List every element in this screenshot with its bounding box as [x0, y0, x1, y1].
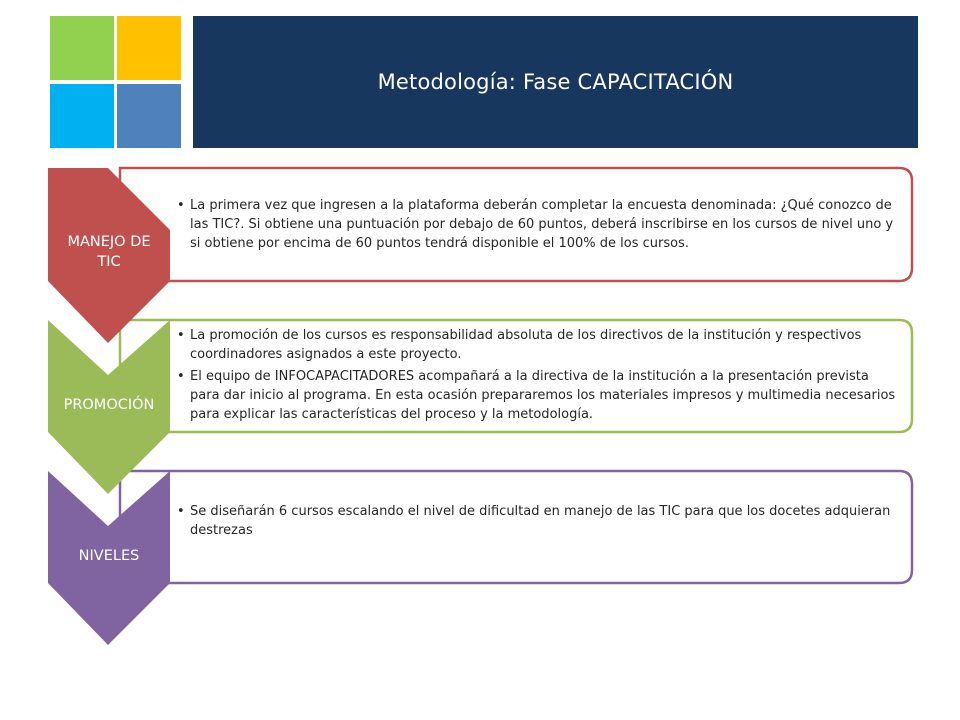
row1-label-line1: MANEJO DE [67, 234, 151, 250]
row3-label-line1: NIVELES [78, 548, 140, 564]
row2-content [175, 324, 900, 428]
row2-bullet-1: • La promoción de los cursos es responsabilidad absoluta de los directivos de la institución y respectivos coordinadores asignados a este proyecto. [175, 326, 900, 364]
row1-label-line2: TIC [97, 254, 121, 270]
row1-content [175, 188, 900, 264]
row3-bullet-1: • Se diseñarán 6 cursos escalando el nivel de dificultad en manejo de las TIC para que los docetes adquieran destrezas [175, 502, 900, 540]
page-title: Metodología: Fase CAPACITACIÓN [377, 70, 734, 94]
row1-bullet-1: • La primera vez que ingresen a la plataforma deberán completar la encuesta denominada: ¿Qué conozco de las TIC?. Si obtiene una puntuación por debajo de 60 puntos, deberá inscribirse en los cursos de nivel uno y si obtiene por encima de 60 puntos tendrá disponible el 100% de los cursos. [175, 196, 900, 253]
row2-bullet-2: • El equipo de INFOCAPACITADORES acompañará a la directiva de la institución a la presentación prevista para dar inicio al programa. En esta ocasión prepararemos los materiales impresos y multimedia necesarios para explicar las características del proceso y la metodología. [175, 367, 900, 424]
row1-label [48, 232, 170, 272]
row2-label-line1: PROMOCIÓN [63, 397, 155, 413]
row2-label [48, 395, 170, 415]
row3-content [175, 498, 900, 546]
row3-label [48, 546, 170, 566]
